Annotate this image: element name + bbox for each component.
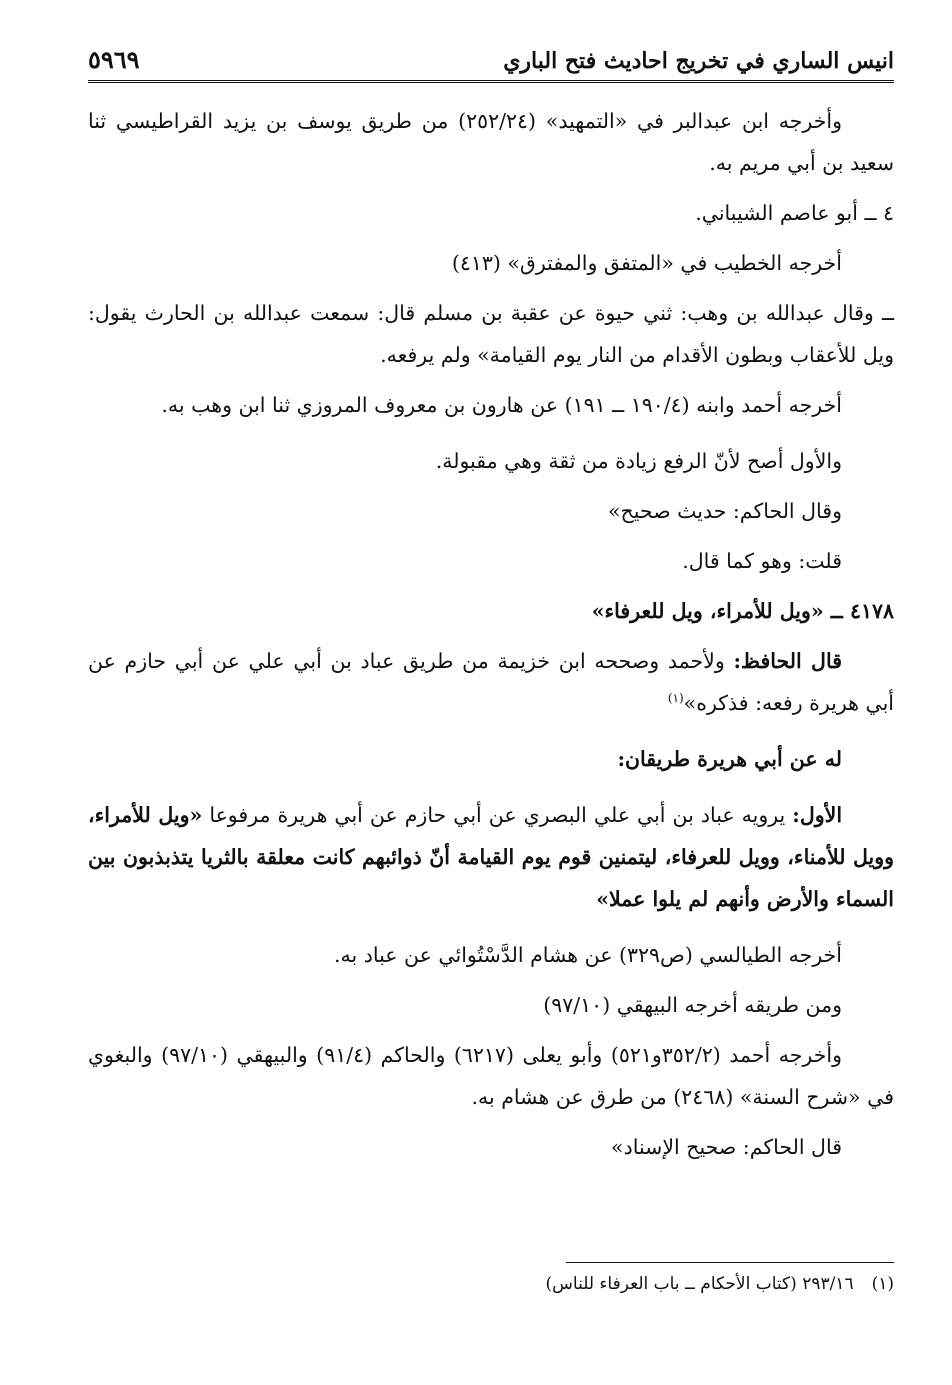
- page-number: ٥٩٦٩: [88, 45, 140, 74]
- running-title: انيس الساري في تخريج احاديث فتح الباري: [503, 48, 894, 74]
- paragraph: قال الحاكم: صحيح الإسناد»: [611, 1135, 842, 1159]
- footnote-divider: [566, 1262, 894, 1263]
- paragraph: وأخرجه أحمد (٣٥٢/٢و٥٢١) وأبو يعلى (٦٢١٧) والحاكم (٩١/٤) والبيهقي (٩٧/١٠) والبغوي في «شرح السنة» (٢٤٦٨) من طرق عن هشام به.: [88, 1043, 894, 1109]
- first-label: الأول:: [792, 803, 843, 827]
- footnote-text: ٢٩٣/١٦ (كتاب الأحكام ــ باب العرفاء للناس): [545, 1274, 854, 1294]
- footnote-ref: (١): [667, 691, 684, 706]
- paragraph: وقال الحاكم: حديث صحيح»: [608, 499, 842, 523]
- page-body: [88, 100, 894, 1168]
- paragraph: أخرجه الطيالسي (ص٣٢٩) عن هشام الدَّسْتُوائي عن عباد به.: [334, 943, 842, 967]
- book-page: [88, 30, 894, 1360]
- paragraph: قلت: وهو كما قال.: [682, 549, 842, 573]
- paragraph-text: ولأحمد وصححه ابن خزيمة من طريق عباد بن أبي علي عن أبي حازم عن أبي هريرة رفعه: فذكره»: [88, 649, 894, 715]
- paragraph: [88, 640, 894, 724]
- paragraph: والأول أصح لأنّ الرفع زيادة من ثقة وهي مقبولة.: [435, 449, 842, 473]
- paragraph: أخرجه أحمد وابنه (١٩٠/٤ ــ ١٩١) عن هارون بن معروف المروزي ثنا ابن وهب به.: [161, 393, 842, 417]
- paragraph: أخرجه الخطيب في «المتفق والمفترق» (٤١٣): [451, 251, 842, 275]
- footnote-number: (١): [871, 1274, 894, 1294]
- footnote: [88, 1270, 894, 1298]
- paragraph: ــ وقال عبدالله بن وهب: ثني حيوة عن عقبة بن مسلم قال: سمعت عبدالله بن الحارث يقول: ويل للأعقاب وبطون الأقدام من النار يوم القيامة» ولم يرفعه.: [88, 301, 894, 367]
- paragraph: ومن طريقه أخرجه البيهقي (٩٧/١٠): [543, 993, 842, 1017]
- hafiz-label: قال الحافظ:: [733, 649, 842, 673]
- paragraph: وأخرجه ابن عبدالبر في «التمهيد» (٢٥٢/٢٤) من طريق يوسف بن يزيد القراطيسي ثنا سعيد بن أبي مريم به.: [88, 109, 894, 175]
- hadith-quote: «ويل للأمراء، وويل للأمناء، وويل للعرفاء، ليتمنين قوم يوم القيامة أنّ ذوائبهم كانت معلقة بالثريا يتذبذبون بين السماء والأرض وأنهم لم يلوا عملا»: [88, 803, 894, 911]
- page-header: [88, 30, 894, 83]
- paragraph-text: يرويه عباد بن أبي علي البصري عن أبي حازم عن أبي هريرة مرفوعا: [202, 803, 793, 827]
- paragraph: ٤ ــ أبو عاصم الشيباني.: [695, 201, 894, 225]
- paragraph: [88, 794, 894, 920]
- subheading: له عن أبي هريرة طريقان:: [617, 747, 842, 771]
- hadith-heading: ٤١٧٨ ــ «ويل للأمراء، ويل للعرفاء»: [591, 599, 894, 623]
